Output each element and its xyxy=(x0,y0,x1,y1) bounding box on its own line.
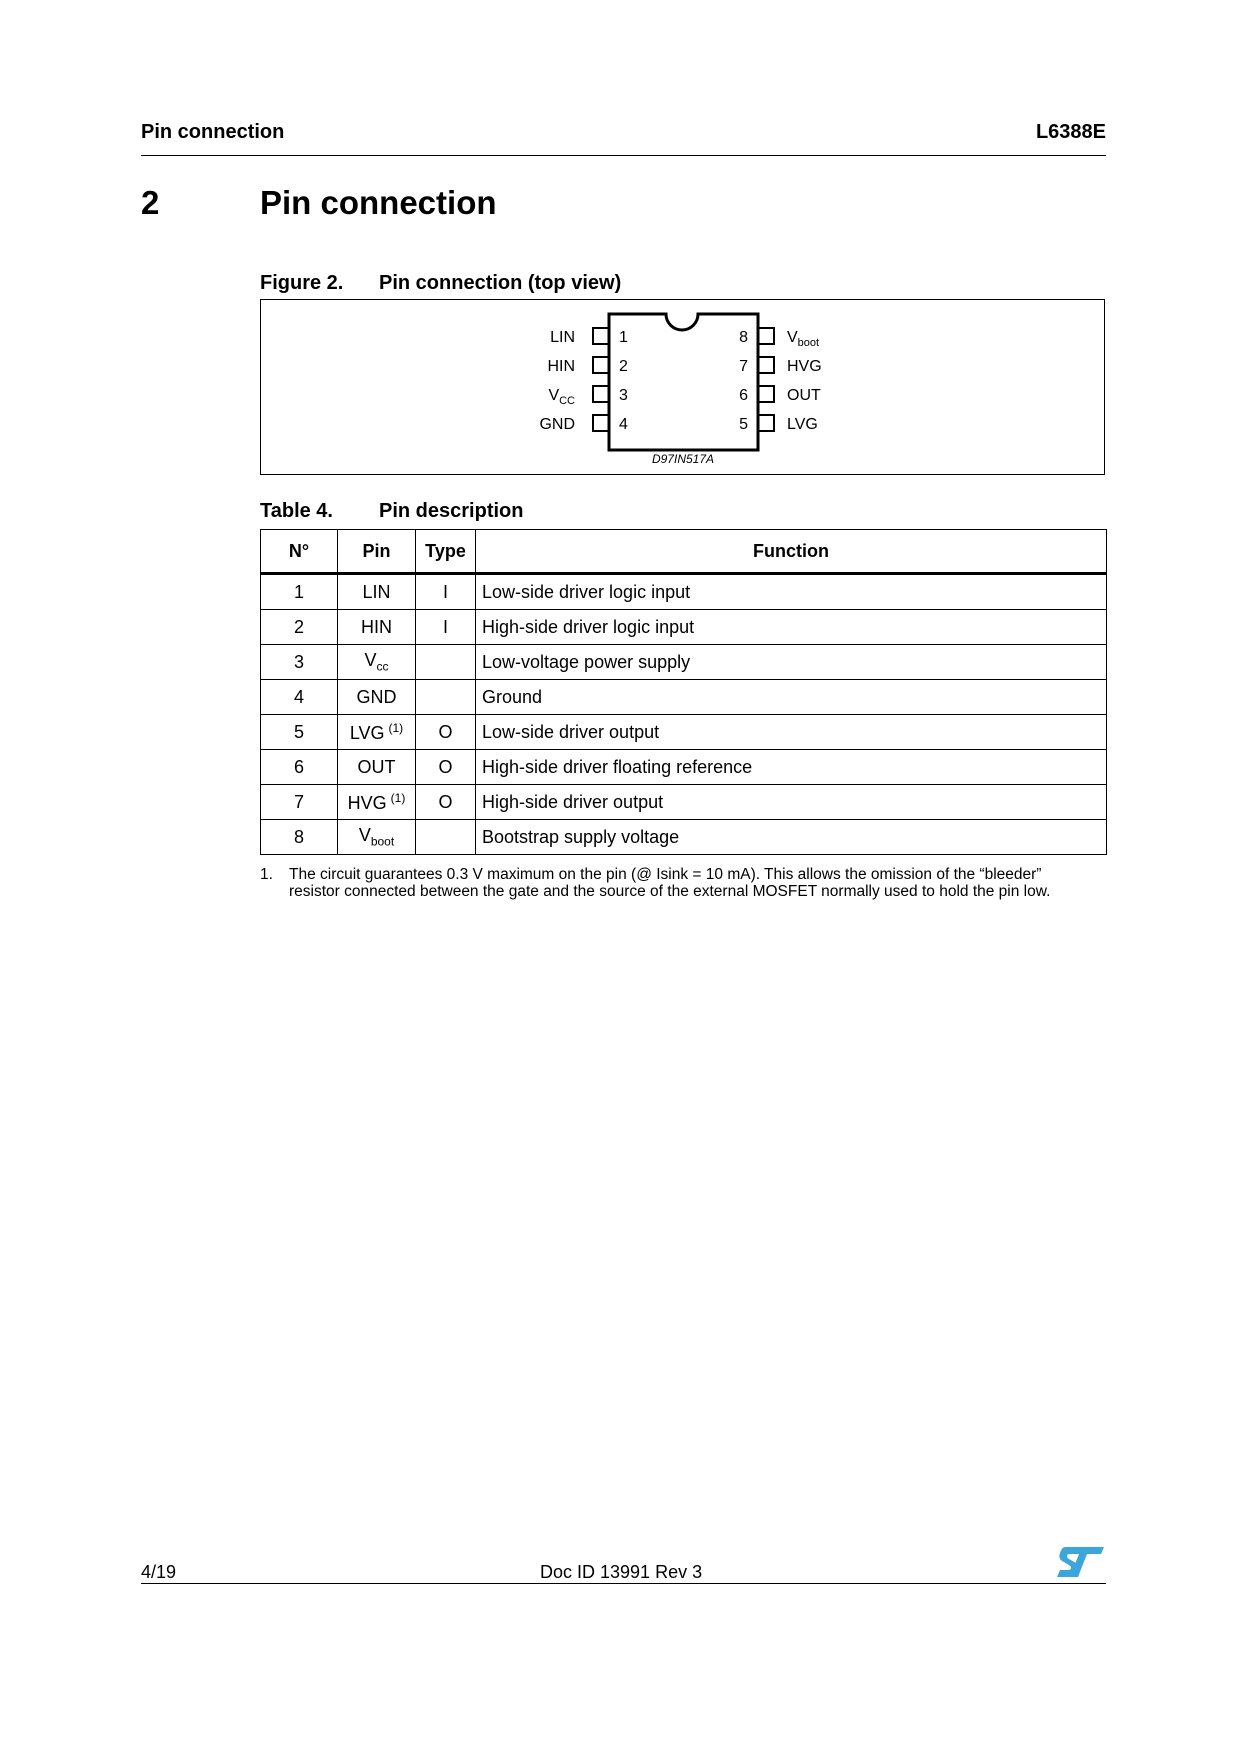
pin-function-cell: Bootstrap supply voltage xyxy=(476,820,1107,855)
running-header-part: L6388E xyxy=(1035,121,1106,143)
pin-number-cell: 4 xyxy=(261,680,338,715)
footnote-number: 1. xyxy=(260,866,273,883)
pin-name-label xyxy=(787,416,818,433)
pin-number-cell: 6 xyxy=(261,750,338,785)
left-pin-pads xyxy=(539,328,628,433)
table-row xyxy=(261,645,1107,680)
table-row xyxy=(261,820,1107,855)
pin-name: OUT xyxy=(357,756,396,777)
footnote-text: The circuit guarantees 0.3 V maximum on the pin (@ Isink = 10 mA). This allows the omission of the “bleeder” resistor connected between the gate and the source of the external MOSFET normally used to hold the pin low. xyxy=(289,866,1051,900)
table-row xyxy=(261,750,1107,785)
pin-number-label: 7 xyxy=(739,358,748,375)
pin-name-text: V xyxy=(548,387,560,404)
pin-name-text: LIN xyxy=(550,329,575,346)
pin-type-cell: I xyxy=(416,610,476,645)
footer-rule xyxy=(141,1583,1106,1584)
section-title: Pin connection xyxy=(260,184,497,221)
pin-type-cell: O xyxy=(416,715,476,750)
pin-number-cell: 1 xyxy=(261,574,338,610)
pin-name-label xyxy=(550,329,575,346)
pin-name: LVG xyxy=(349,722,385,743)
pin-type-cell xyxy=(416,680,476,715)
pin-name-cell xyxy=(338,610,416,645)
header-function: Function xyxy=(476,530,1107,574)
pin-function-cell: Low-voltage power supply xyxy=(476,645,1107,680)
table-row xyxy=(261,785,1107,820)
pin-function-cell: Low-side driver logic input xyxy=(476,574,1107,610)
pin-pad xyxy=(758,386,774,402)
table-title: Pin description xyxy=(379,500,524,522)
st-logo-icon xyxy=(1056,1545,1106,1579)
page-number: 4/19 xyxy=(141,1562,177,1582)
pin-name-label xyxy=(787,358,822,375)
pin-number-label: 1 xyxy=(619,329,628,346)
pin-pad xyxy=(758,357,774,373)
pin-name-text: LVG xyxy=(787,416,818,433)
pin-number-cell: 5 xyxy=(261,715,338,750)
table-label: Table 4. xyxy=(260,500,333,522)
pin-diagram-figure xyxy=(260,299,1105,475)
pin-number-label: 4 xyxy=(619,416,628,433)
pin-name: LIN xyxy=(362,581,391,602)
pin-type-cell: O xyxy=(416,785,476,820)
table-row xyxy=(261,610,1107,645)
pin-name-cell xyxy=(338,680,416,715)
pin-name-cell xyxy=(338,574,416,610)
pin-name-cell xyxy=(338,645,416,680)
pin-function-cell: Ground xyxy=(476,680,1107,715)
figure-title: Pin connection (top view) xyxy=(379,272,622,294)
pin-name-label xyxy=(548,387,575,407)
header-rule xyxy=(141,155,1106,156)
pin-pad xyxy=(758,415,774,431)
pin-type-cell: O xyxy=(416,750,476,785)
pin-number-label: 8 xyxy=(739,329,748,346)
pin-name-label xyxy=(547,358,575,375)
pin-function-cell: High-side driver output xyxy=(476,785,1107,820)
ic-package-diagram xyxy=(261,300,1106,476)
pin-name-subscript: boot xyxy=(797,337,820,349)
pin-number-cell: 3 xyxy=(261,645,338,680)
pin-pad xyxy=(593,328,609,344)
pin-name-text: HVG xyxy=(787,358,822,375)
section-number: 2 xyxy=(141,184,160,221)
pin-name: HIN xyxy=(361,616,392,637)
pin-pad xyxy=(593,415,609,431)
doc-id: Doc ID 13991 Rev 3 xyxy=(540,1562,703,1582)
ic-body xyxy=(609,314,758,450)
pin-function-cell: High-side driver floating reference xyxy=(476,750,1107,785)
pin-name-text: OUT xyxy=(787,387,821,404)
running-header-section: Pin connection xyxy=(141,121,285,143)
pin-name-subscript: CC xyxy=(559,395,575,407)
pin-footnote-ref: (1) xyxy=(390,790,406,805)
pin-function-cell: Low-side driver output xyxy=(476,715,1107,750)
pin-pad xyxy=(593,357,609,373)
pin-name-cell xyxy=(338,820,416,855)
pin-name-text: V xyxy=(787,329,798,346)
pin-name-text: HIN xyxy=(547,358,575,375)
pin-name: GND xyxy=(356,686,397,707)
pin-description-table xyxy=(260,529,1107,855)
right-pin-pads xyxy=(739,328,822,433)
pin-name-label xyxy=(787,387,821,404)
pin-name: V xyxy=(358,825,371,846)
pin-type-cell: I xyxy=(416,574,476,610)
pin-name-cell xyxy=(338,785,416,820)
header-type: Type xyxy=(416,530,476,574)
pin-name-label xyxy=(787,329,819,349)
table-row xyxy=(261,574,1107,610)
figure-code: D97IN517A xyxy=(651,452,715,466)
pin-pad xyxy=(758,328,774,344)
pin-function-cell: High-side driver logic input xyxy=(476,610,1107,645)
pin-name: V xyxy=(364,650,377,671)
figure-label: Figure 2. xyxy=(260,272,344,294)
pin-name-text: GND xyxy=(539,416,575,433)
pin-name-subscript: cc xyxy=(376,659,389,674)
pin-type-cell xyxy=(416,645,476,680)
pin-name-subscript: boot xyxy=(370,834,395,849)
pin-name-cell xyxy=(338,715,416,750)
table-row xyxy=(261,680,1107,715)
pin-number-cell: 8 xyxy=(261,820,338,855)
pin-number-label: 5 xyxy=(739,416,748,433)
pin-name-cell xyxy=(338,750,416,785)
table-header-row xyxy=(261,530,1107,574)
pin-name-label xyxy=(539,416,575,433)
pin-number-label: 3 xyxy=(619,387,628,404)
table-row xyxy=(261,715,1107,750)
pin-footnote-ref: (1) xyxy=(388,720,404,735)
pin-pad xyxy=(593,386,609,402)
pin-number-label: 2 xyxy=(619,358,628,375)
pin-type-cell xyxy=(416,820,476,855)
header-number: N° xyxy=(261,530,338,574)
header-pin: Pin xyxy=(338,530,416,574)
pin-number-label: 6 xyxy=(739,387,748,404)
pin-number-cell: 2 xyxy=(261,610,338,645)
pin-name: HVG xyxy=(347,792,387,813)
pin-number-cell: 7 xyxy=(261,785,338,820)
